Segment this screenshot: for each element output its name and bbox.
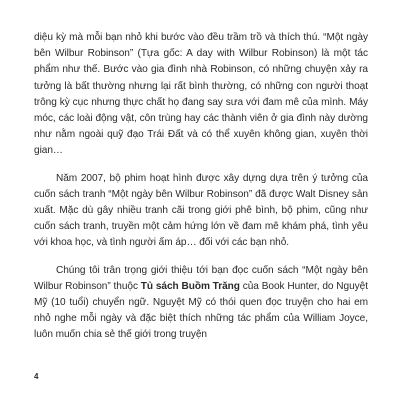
- paragraph-2: [34, 171, 368, 252]
- body-text: [34, 30, 368, 355]
- paragraph-3: [34, 263, 368, 344]
- page-number: 4: [34, 372, 39, 381]
- paragraph-3-text-start: Chúng tôi trân trọng giới thiệu tới bạn đọc cuốn sách “Một ngày bên Wilbur Robinson” thuộc: [34, 264, 368, 292]
- paragraph-1-text: diệu kỳ mà mỗi bạn nhỏ khi bước vào đều trầm trồ và thích thú. “Một ngày bên Wilbur Robinson” (Tựa gốc: A day with Wilbur Robinson) là một tác phẩm như thế. Bước vào gia đình nhà Robinson, có những chuyện xảy ra tưởng là bất thường nhưng lại rất bình thường, có những con người thoạt trông kỳ cục nhưng thực chất họ đang say sưa với đam mê của mình. Máy móc, các loài động vật, côn trùng hay các thành viên ở gia đình này dường như nằm ngoài quỹ đạo Trái Đất và có thể xuyên không gian, xuyên thời gian…: [34, 32, 368, 157]
- paragraph-3-text-end: của Book Hunter, do Nguyệt Mỹ (10 tuổi) chuyển ngữ. Nguyệt Mỹ có thói quen đọc truyện cho hai em nhỏ nghe mỗi ngày và đặc biệt thích những tác phẩm của William Joyce, luôn muốn chia sẻ thế giới trong truyện: [34, 280, 368, 341]
- book-series-name: Tủ sách Buồm Trăng: [140, 280, 240, 292]
- paragraph-2-text: Năm 2007, bộ phim hoạt hình được xây dựng dựa trên ý tưởng của cuốn sách tranh “Một ngày bên Wilbur Robinson” đã được Walt Disney sản xuất. Mặc dù gây nhiều tranh cãi trong giới phê bình, bộ phim, cũng như cuốn sách tranh, truyền một cảm hứng lớn về đam mê khám phá, tình yêu với khoa học, và tình người ấm áp… đối với các bạn nhỏ.: [34, 172, 368, 249]
- paragraph-1: [34, 30, 368, 160]
